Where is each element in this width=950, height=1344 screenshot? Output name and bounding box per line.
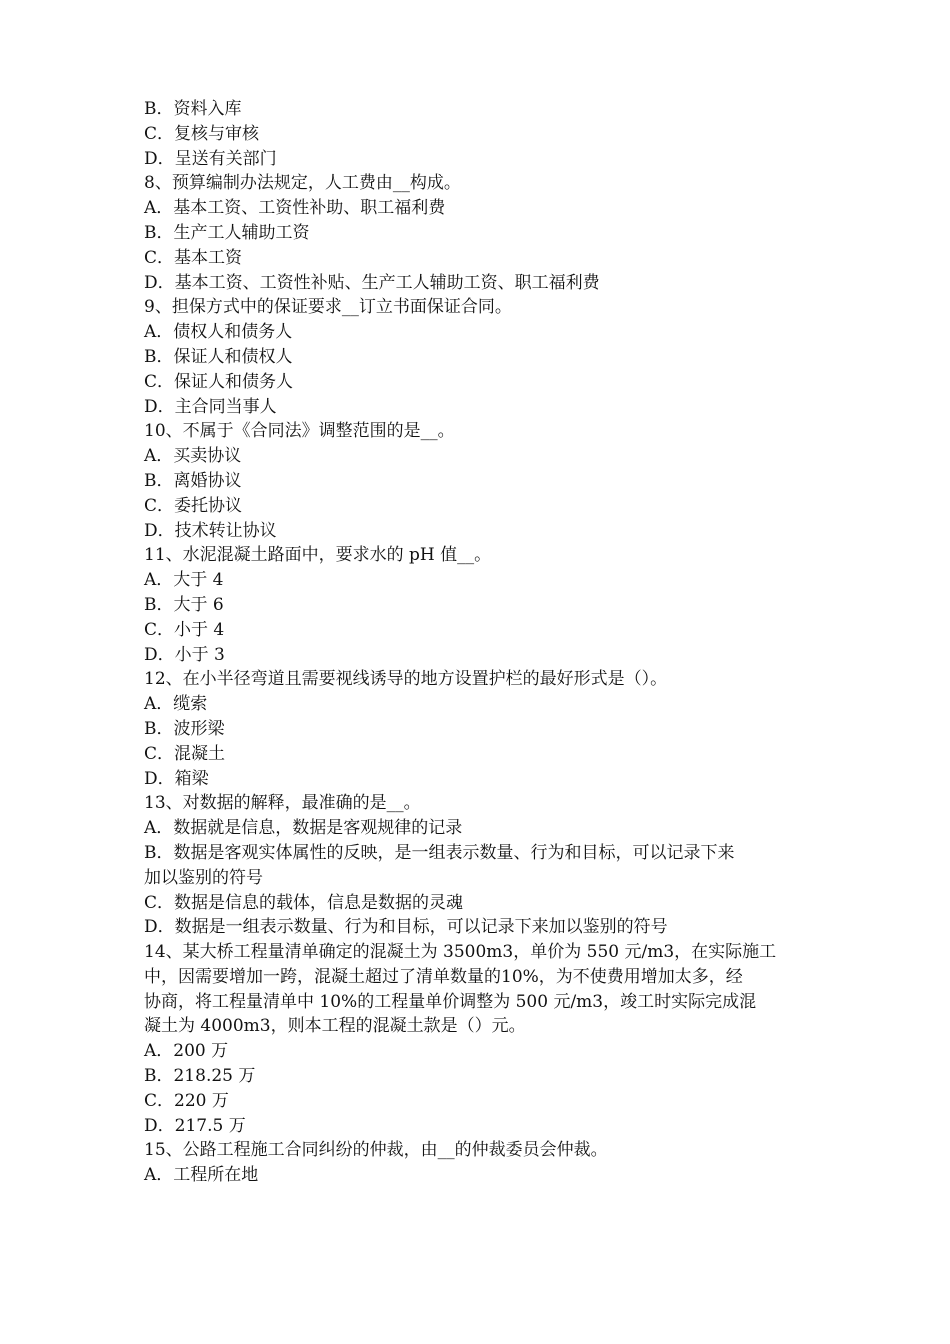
- text-line: D．217.5 万: [144, 1115, 246, 1136]
- text-line: 中，因需要增加一跨，混凝土超过了清单数量的10%，为不使费用增加太多，经: [144, 966, 743, 987]
- question-line: 13、对数据的解释，最准确的是__。: [144, 793, 421, 814]
- text-line: C．混凝土: [144, 743, 226, 764]
- text-line: C．220 万: [144, 1090, 229, 1111]
- text-line: D．基本工资、工资性补贴、生产工人辅助工资、职工福利费: [144, 272, 600, 293]
- text-line: D．技术转让协议: [144, 520, 277, 541]
- text-line: B．218.25 万: [144, 1066, 256, 1087]
- text-line: A．买卖协议: [144, 446, 242, 467]
- document-page: [144, 97, 810, 1188]
- question-line: 15、公路工程施工合同纠纷的仲裁，由__的仲裁委员会仲裁。: [144, 1140, 608, 1161]
- text-line: 协商，将工程量清单中 10%的工程量单价调整为 500 元/m3，竣工时实际完成混: [144, 991, 757, 1012]
- text-line: A．缆索: [144, 694, 208, 715]
- text-line: B．资料入库: [144, 99, 242, 119]
- text-line: 加以鉴别的符号: [144, 867, 263, 888]
- question-line: 8、预算编制办法规定，人工费由__构成。: [144, 173, 461, 194]
- text-line: B．数据是客观实体属性的反映，是一组表示数量、行为和目标，可以记录下来: [144, 842, 735, 863]
- text-line: D．箱梁: [144, 768, 209, 789]
- text-line: B．保证人和债权人: [144, 346, 293, 367]
- text-line: C．委托协议: [144, 495, 243, 516]
- text-line: B．大于 6: [144, 594, 224, 615]
- text-line: D．数据是一组表示数量、行为和目标，可以记录下来加以鉴别的符号: [144, 917, 668, 938]
- text-line: A．工程所在地: [144, 1165, 259, 1186]
- question-line: 11、水泥混凝土路面中，要求水的 pH 值__。: [144, 545, 492, 566]
- text-line: 凝土为 4000m3，则本工程的混凝土款是（）元。: [144, 1016, 526, 1037]
- text-line: C．数据是信息的载体，信息是数据的灵魂: [144, 892, 464, 913]
- text-line: A．200 万: [144, 1041, 229, 1062]
- text-line: C．保证人和债务人: [144, 371, 294, 392]
- text-line: A．数据就是信息，数据是客观规律的记录: [144, 818, 463, 839]
- text-line: A．大于 4: [144, 570, 224, 591]
- question-line: 9、担保方式中的保证要求__订立书面保证合同。: [144, 297, 512, 318]
- text-line: A．债权人和债务人: [144, 322, 293, 343]
- question-line: 14、某大桥工程量清单确定的混凝土为 3500m3，单价为 550 元/m3，在实际施工: [144, 942, 777, 963]
- question-line: 12、在小半径弯道且需要视线诱导的地方设置护栏的最好形式是（）。: [144, 669, 668, 690]
- text-line: D．主合同当事人: [144, 396, 277, 417]
- text-line: A．基本工资、工资性补助、职工福利费: [144, 198, 446, 219]
- text-line: B．生产工人辅助工资: [144, 222, 310, 243]
- text-line: D．呈送有关部门: [144, 148, 277, 169]
- text-line: B．离婚协议: [144, 470, 242, 491]
- text-line: B．波形梁: [144, 718, 225, 739]
- question-line: 10、不属于《合同法》调整范围的是__。: [144, 421, 455, 442]
- text-line: C．小于 4: [144, 619, 225, 640]
- text-line: D．小于 3: [144, 644, 225, 665]
- text-line: C．复核与审核: [144, 123, 260, 144]
- text-line: C．基本工资: [144, 247, 243, 268]
